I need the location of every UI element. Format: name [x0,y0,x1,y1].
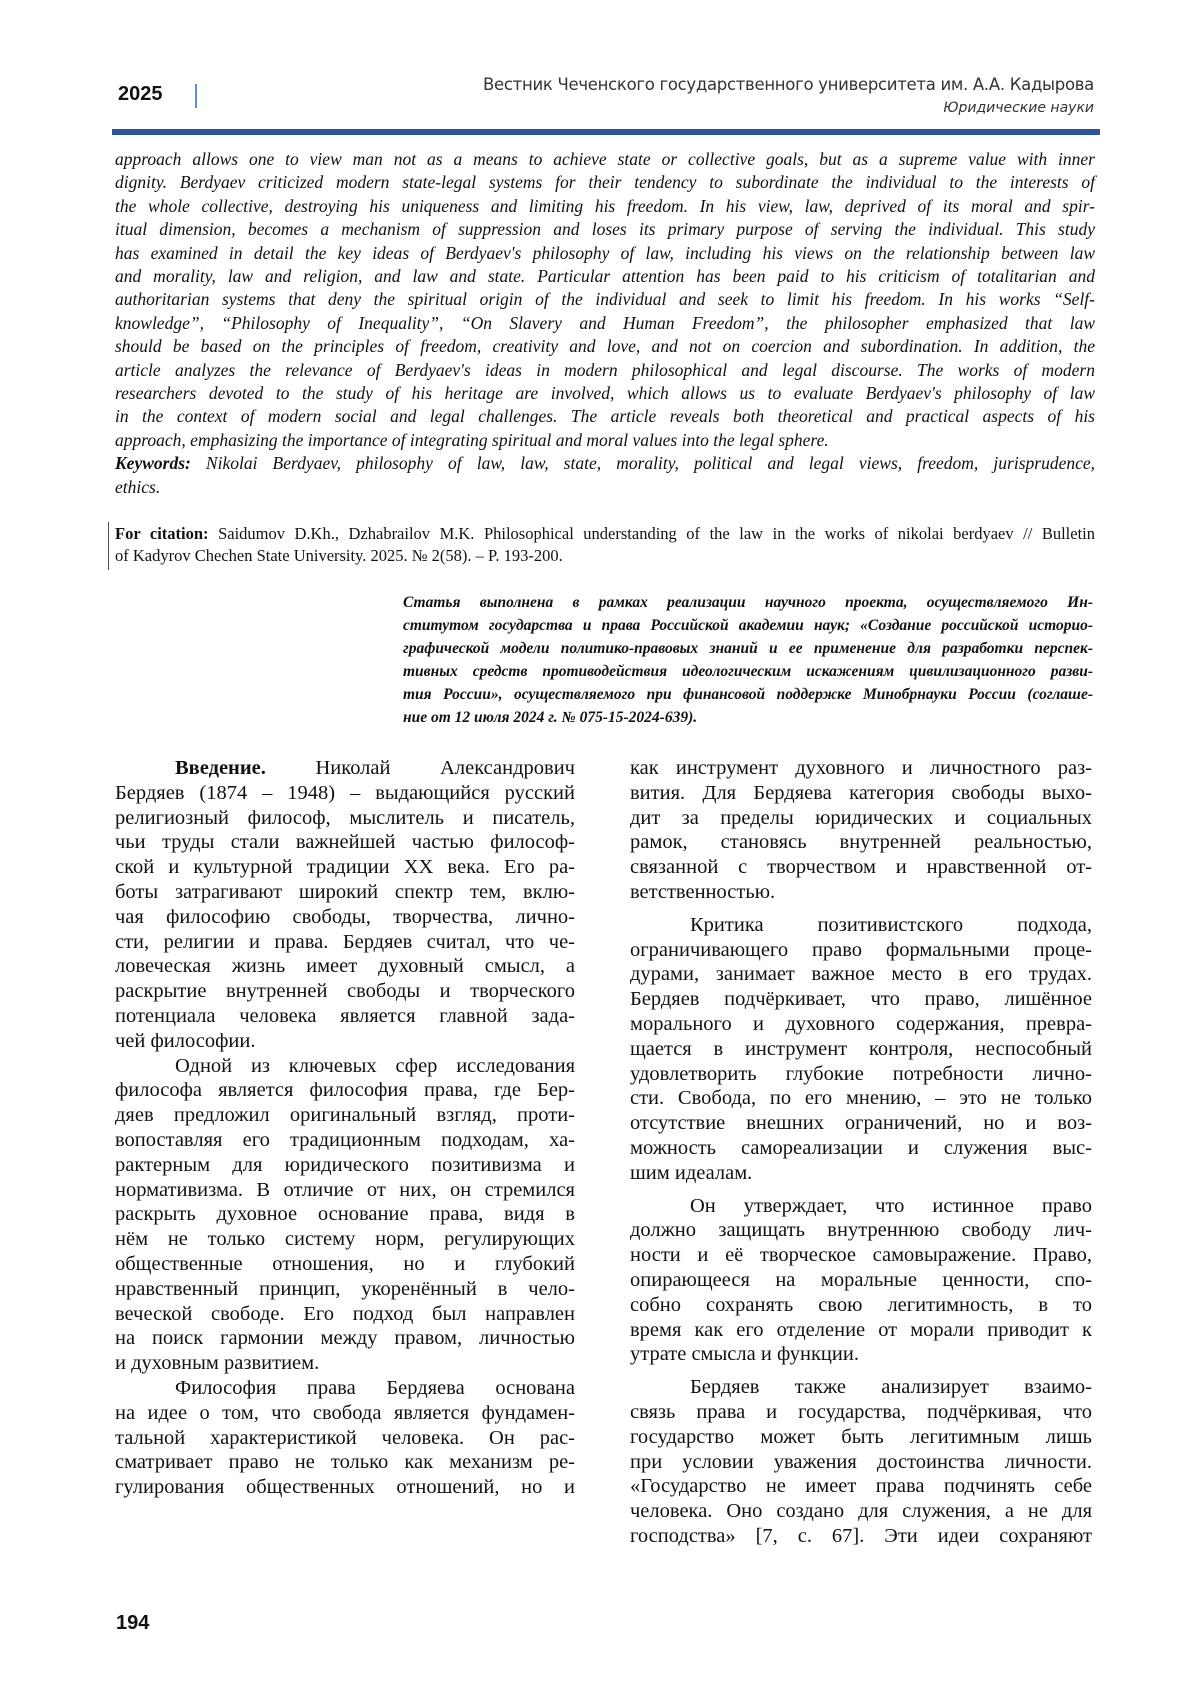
text-line: ловеческая жизнь имеет духовный смысл, а [115,954,575,979]
text-line: Философия права Бердяева основана [115,1376,575,1401]
text-line: чая философию свободы, творчества, лично- [115,905,575,930]
text-line: философа является философия права, где Бер- [115,1078,575,1103]
text-line: ности и её творческое самовыражение. Право, [630,1243,1092,1268]
text-line: «Государство не имеет права подчинять себе [630,1474,1092,1499]
text-line: нём не только систему норм, регулирующих [115,1227,575,1252]
text-line: должно защищать внутреннюю свободу лич- [630,1218,1092,1243]
abstract-line: dignity. Berdyaev criticized modern state-legal systems for their tendency to subordinate the individual to the interests of [115,171,1095,194]
paragraph [630,913,1092,1186]
abstract-line: authoritarian systems that deny the spiritual origin of the individual and seek to limit his freedom. In his works “Self- [115,288,1095,311]
abstract-line: article analyzes the relevance of Berdyaev's ideas in modern philosophical and legal discourse. The works of modern [115,359,1095,382]
text-line [115,756,575,781]
text-line: потенциала человека является главной зада- [115,1004,575,1029]
abstract-line: knowledge”, “Philosophy of Inequality”, “On Slavery and Human Freedom”, the philosopher emphasized that law [115,312,1095,335]
text-line: нормативизма. В отличие от них, он стремился [115,1178,575,1203]
text-line: и духовным развитием. [115,1351,575,1376]
abstract-line: has examined in detail the key ideas of Berdyaev's philosophy of law, including his views on the relationship between law [115,242,1095,265]
funding-line: ние от 12 июля 2024 г. № 075-15-2024-639). [403,706,1093,729]
journal-section: Юридические науки [943,100,1094,116]
text-line: рамок, становясь внутренней реальностью, [630,830,1092,855]
text-line: боты затрагивают широкий спектр тем, вклю- [115,880,575,905]
text-line: как инструмент духовного и личностного раз- [630,756,1092,781]
citation-border [108,522,109,570]
text-line: Одной из ключевых сфер исследования [115,1054,575,1079]
text-line: связанной с творчеством и нравственной от- [630,855,1092,880]
citation-text: of Kadyrov Chechen State University. 2025. № 2(58). – P. 193-200. [115,545,1095,567]
abstract-line: the whole collective, destroying his uniqueness and limiting his freedom. In his view, law, deprived of its moral and spir- [115,195,1095,218]
section-heading: Введение. [175,757,266,779]
keywords-text: Nikolai Berdyaev, philosophy of law, law, state, morality, political and legal views, freedom, jurisprudence, [191,453,1095,473]
text-line: Критика позитивистского подхода, [630,913,1092,938]
text-line: Бердяев также анализирует взаимо- [630,1375,1092,1400]
text-line: Бердяев подчёркивает, что право, лишённое [630,987,1092,1012]
text-line: человека. Оно создано для служения, а не для [630,1499,1092,1524]
text-line: раскрытие внутренней свободы и творческого [115,979,575,1004]
text-line: раскрыть духовное основание права, видя в [115,1202,575,1227]
text: Николай Александрович [266,757,575,779]
text-line: чей философии. [115,1029,575,1054]
funding-line: графической модели политико-правовых знаний и ее применение для разработки перспек- [403,637,1093,660]
body-column-right [630,756,1092,1549]
text-line: связь права и государства, подчёркивая, что [630,1400,1092,1425]
paragraph [115,1054,575,1376]
text-line: отсутствие внешних ограничений, но и воз- [630,1111,1092,1136]
header-rule [112,129,1100,135]
issue-year: 2025 [118,83,163,106]
abstract-line: itual dimension, becomes a mechanism of suppression and loses its primary purpose of serving the individual. This study [115,218,1095,241]
text-line: можность самореализации и служения выс- [630,1136,1092,1161]
text-line: щается в инструмент контроля, неспособный [630,1037,1092,1062]
text-line: при условии уважения достоинства личности. [630,1450,1092,1475]
citation-text: Saidumov D.Kh., Dzhabrailov M.K. Philosophical understanding of the law in the works of nikolai berdyaev // Bulletin [209,524,1095,543]
text-line: ограничивающего право формальными проце- [630,938,1092,963]
funding-line: Статья выполнена в рамках реализации научного проекта, осуществляемого Ин- [403,591,1093,614]
abstract [115,148,1095,499]
text-line: ской и культурной традиции XX века. Его ра- [115,855,575,880]
journal-title: Вестник Чеченского государственного университета им. А.А. Кадырова [483,75,1094,94]
text-line: дяев предложил оригинальный взгляд, проти- [115,1103,575,1128]
abstract-line: and morality, law and religion, and law and state. Particular attention has been paid to his criticism of totalitarian and [115,265,1095,288]
text-line: религиозный философ, мыслитель и писатель, [115,806,575,831]
text-line: веческой свободе. Его подход был направлен [115,1302,575,1327]
citation [115,523,1095,567]
abstract-line: approach allows one to view man not as a means to achieve state or collective goals, but as a supreme value with inner [115,148,1095,171]
abstract-line: in the context of modern social and legal challenges. The article reveals both theoretical and practical aspects of his [115,405,1095,428]
abstract-line: researchers devoted to the study of his heritage are involved, which allows us to evaluate Berdyaev's philosophy of law [115,382,1095,405]
paragraph [630,756,1092,905]
text-line: нравственный принцип, укоренённый в чело- [115,1277,575,1302]
body-column-left [115,756,575,1500]
text-line: господства» [7, с. 67]. Эти идеи сохраняют [630,1524,1092,1549]
text-line: шим идеалам. [630,1161,1092,1186]
keywords [115,452,1095,475]
text-line: утрате смысла и функции. [630,1342,1092,1367]
text-line: чьи труды стали важнейшей частью философ- [115,830,575,855]
citation-label: For citation: [115,524,209,543]
text-line: время как его отделение от морали приводит к [630,1318,1092,1343]
abstract-line: approach, emphasizing the importance of integrating spiritual and moral values into the legal sphere. [115,429,1095,452]
page-number: 194 [116,1612,149,1635]
keywords-text: ethics. [115,476,1095,499]
text-line: на идее о том, что свобода является фундамен- [115,1401,575,1426]
text-line: удовлетворить глубокие потребности лично- [630,1062,1092,1087]
text-line: ветственностью. [630,880,1092,905]
text-line: рактерным для юридического позитивизма и [115,1153,575,1178]
paragraph [630,1375,1092,1549]
text-line: Бердяев (1874 – 1948) – выдающийся русский [115,781,575,806]
abstract-line: should be based on the principles of freedom, creativity and love, and not on coercion and subordination. In addition, the [115,335,1095,358]
text-line: сти, религии и права. Бердяев считал, что че- [115,930,575,955]
text-line: вопоставляя его традиционным подходам, ха- [115,1128,575,1153]
text-line: морального и духовного содержания, превра- [630,1012,1092,1037]
text-line: государство может быть легитимным лишь [630,1425,1092,1450]
header-divider [195,84,197,108]
text-line: дит за пределы юридических и социальных [630,806,1092,831]
text-line: собно сохранять свою легитимность, в то [630,1293,1092,1318]
funding-line: тия России», осуществляемого при финансовой поддержке Минобрнауки России (соглаше- [403,683,1093,706]
text-line: тальной характеристикой человека. Он рас- [115,1426,575,1451]
text-line: общественные отношения, но и глубокий [115,1252,575,1277]
text-line: Он утверждает, что истинное право [630,1194,1092,1219]
paragraph [115,756,575,1054]
funding-line: ститутом государства и права Российской академии наук; «Создание российской историо- [403,614,1093,637]
text-line: опирающееся на моральные ценности, спо- [630,1268,1092,1293]
text-line: дурами, занимает важное место в его трудах. [630,962,1092,987]
text-line: на поиск гармонии между правом, личностью [115,1326,575,1351]
text-line: вития. Для Бердяева категория свободы выхо- [630,781,1092,806]
text-line: гулирования общественных отношений, но и [115,1475,575,1500]
text-line: сти. Свобода, по его мнению, – это не только [630,1086,1092,1111]
keywords-label: Keywords: [115,453,191,473]
paragraph [115,1376,575,1500]
funding-line: тивных средств противодействия идеологическим искажениям цивилизационного разви- [403,660,1093,683]
text-line: сматривает право не только как механизм ре- [115,1450,575,1475]
paragraph [630,1194,1092,1368]
funding-note [403,591,1093,730]
